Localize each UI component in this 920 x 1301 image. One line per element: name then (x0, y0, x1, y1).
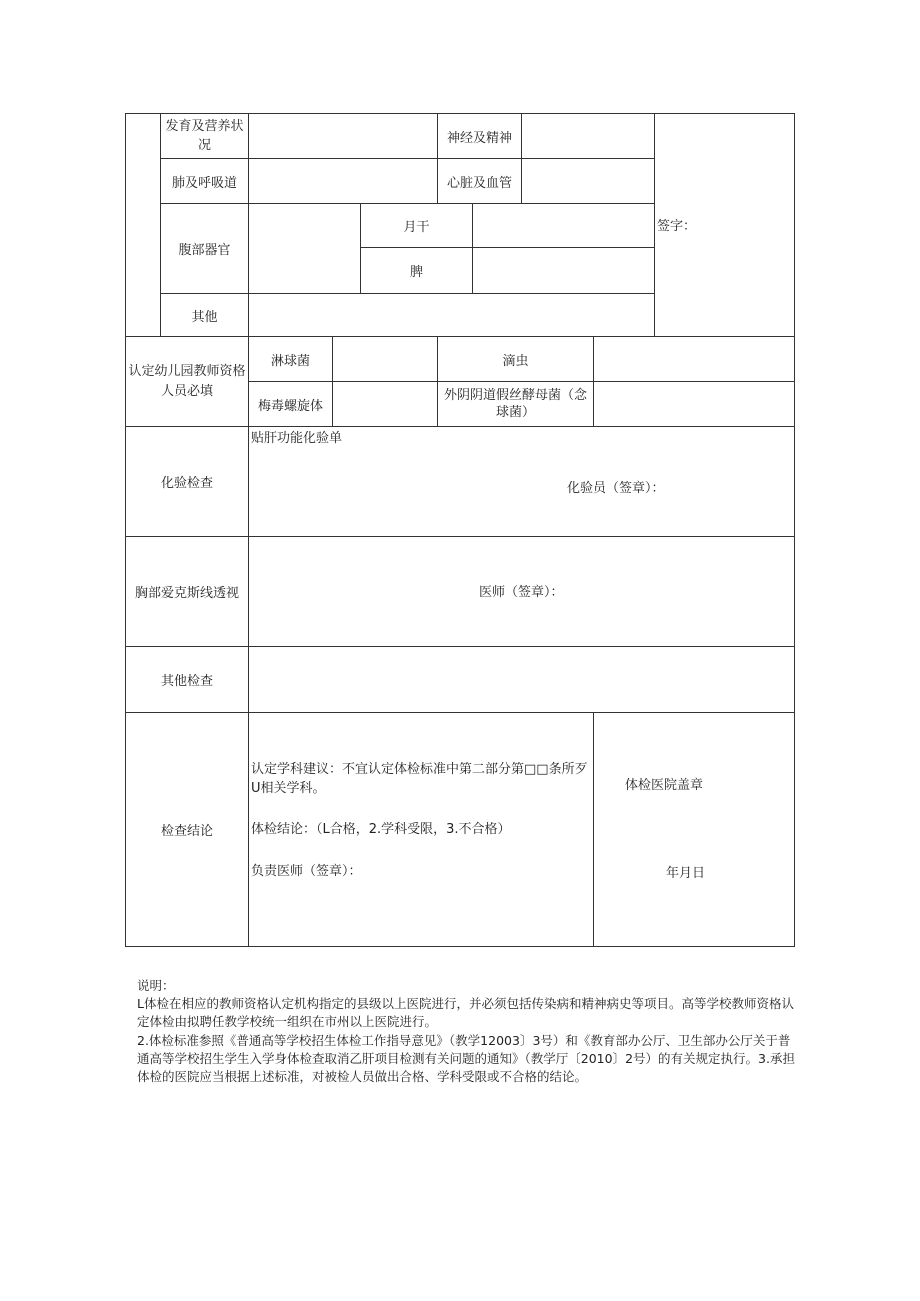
lab-attach-note: 贴肝功能化验单 (251, 431, 343, 446)
gonorrhea-input[interactable] (332, 336, 438, 382)
xray-doctor-label: 医师（签章）： (479, 585, 564, 600)
abdomen-input[interactable] (248, 203, 361, 294)
neuro-input[interactable] (521, 113, 655, 159)
conclusion-content-cell[interactable] (248, 712, 594, 947)
abdomen-label-cell (160, 203, 249, 294)
hospital-seal-cell[interactable] (593, 712, 795, 947)
spleen-label: 脾 (409, 265, 423, 280)
signature-cell[interactable] (654, 113, 795, 337)
xray-content-cell[interactable] (248, 536, 795, 647)
development-input[interactable] (248, 113, 438, 159)
other-exam-label: 其他检查 (160, 674, 213, 689)
lungs-input[interactable] (248, 158, 438, 204)
conclusion-label-cell (125, 712, 249, 947)
other-input[interactable] (248, 293, 655, 337)
candida-label: 外阴阴道假丝酵母菌（念球菌） (443, 388, 587, 420)
abdomen-label: 腹部器官 (178, 243, 231, 258)
trichomonas-label-cell (437, 336, 594, 382)
notes-heading: 说明： (137, 978, 175, 993)
signature-label: 签字： (657, 219, 697, 234)
hospital-seal-label: 体检医院盖章 (625, 778, 704, 793)
kindergarten-label: 认定幼儿园教师资格人员必填 (128, 363, 246, 399)
liver-label-cell (360, 203, 473, 248)
lab-label: 化验检查 (160, 476, 213, 491)
liver-input[interactable] (472, 203, 655, 248)
kindergarten-label-cell (125, 336, 249, 427)
neuro-label: 神经及精神 (446, 130, 512, 146)
other-exam-label-cell (125, 646, 249, 713)
note-2: 2.体检标准参照《普通高等学校招生体检工作指导意见》（教学12003〕3号）和《教育部办公厅、卫生部办公厅关于普通高等学校招生学生入学身体检查取消乙肝项目检测有关问题的通知》（教学厅〔2010〕2号）的有关规定执行。3.承担体检的医院应当根据上述标准，对被检人员做出合格、学科受限或不合格的结论。 (137, 1033, 795, 1084)
neuro-label-cell (437, 113, 522, 159)
lab-label-cell (125, 426, 249, 537)
development-label: 发育及营养状况 (165, 119, 244, 153)
heart-input[interactable] (521, 158, 655, 204)
xray-label-cell (125, 536, 249, 647)
responsible-doctor-label: 负责医师（签章）： (251, 864, 362, 879)
spleen-label-cell (360, 247, 473, 294)
conclusion-label: 检查结论 (160, 824, 213, 839)
syphilis-input[interactable] (332, 381, 438, 427)
heart-label: 心脏及血管 (446, 175, 512, 191)
liver-label: 月干 (403, 220, 430, 235)
subject-advice: 认定学科建议：不宜认定体检标准中第二部分第□□条所歹U相关学科。 (251, 762, 588, 796)
candida-input[interactable] (593, 381, 795, 427)
other-exam-input[interactable] (248, 646, 795, 713)
development-label-cell (160, 113, 249, 159)
syphilis-label: 梅毒螺旋体 (257, 398, 323, 414)
gonorrhea-label: 淋球菌 (270, 353, 310, 369)
lab-content-cell[interactable] (248, 426, 795, 537)
lungs-label-cell (160, 158, 249, 204)
trichomonas-label: 滴虫 (502, 353, 529, 369)
lab-technician-label: 化验员（签章）： (567, 481, 665, 496)
syphilis-label-cell (248, 381, 333, 427)
gonorrhea-label-cell (248, 336, 333, 382)
trichomonas-input[interactable] (593, 336, 795, 382)
xray-label: 胸部爱克斯线透视 (134, 586, 239, 601)
result-line: 体检结论：（L合格，2.学科受限，3.不合格） (251, 822, 511, 837)
heart-label-cell (437, 158, 522, 204)
date-label: 年月日 (666, 866, 706, 881)
other-label-cell (160, 293, 249, 337)
spleen-input[interactable] (472, 247, 655, 294)
note-1: L体检在相应的教师资格认定机构指定的县级以上医院进行，并必须包括传染病和精神病史等项目。高等学校教师资格认定体检由拟聘任教学校统一组织在市州以上医院进行。 (137, 996, 794, 1029)
left-margin-cell (125, 113, 161, 337)
lungs-label: 肺及呼吸道 (171, 175, 237, 191)
candida-label-cell (437, 381, 594, 427)
other-label: 其他 (191, 309, 218, 325)
